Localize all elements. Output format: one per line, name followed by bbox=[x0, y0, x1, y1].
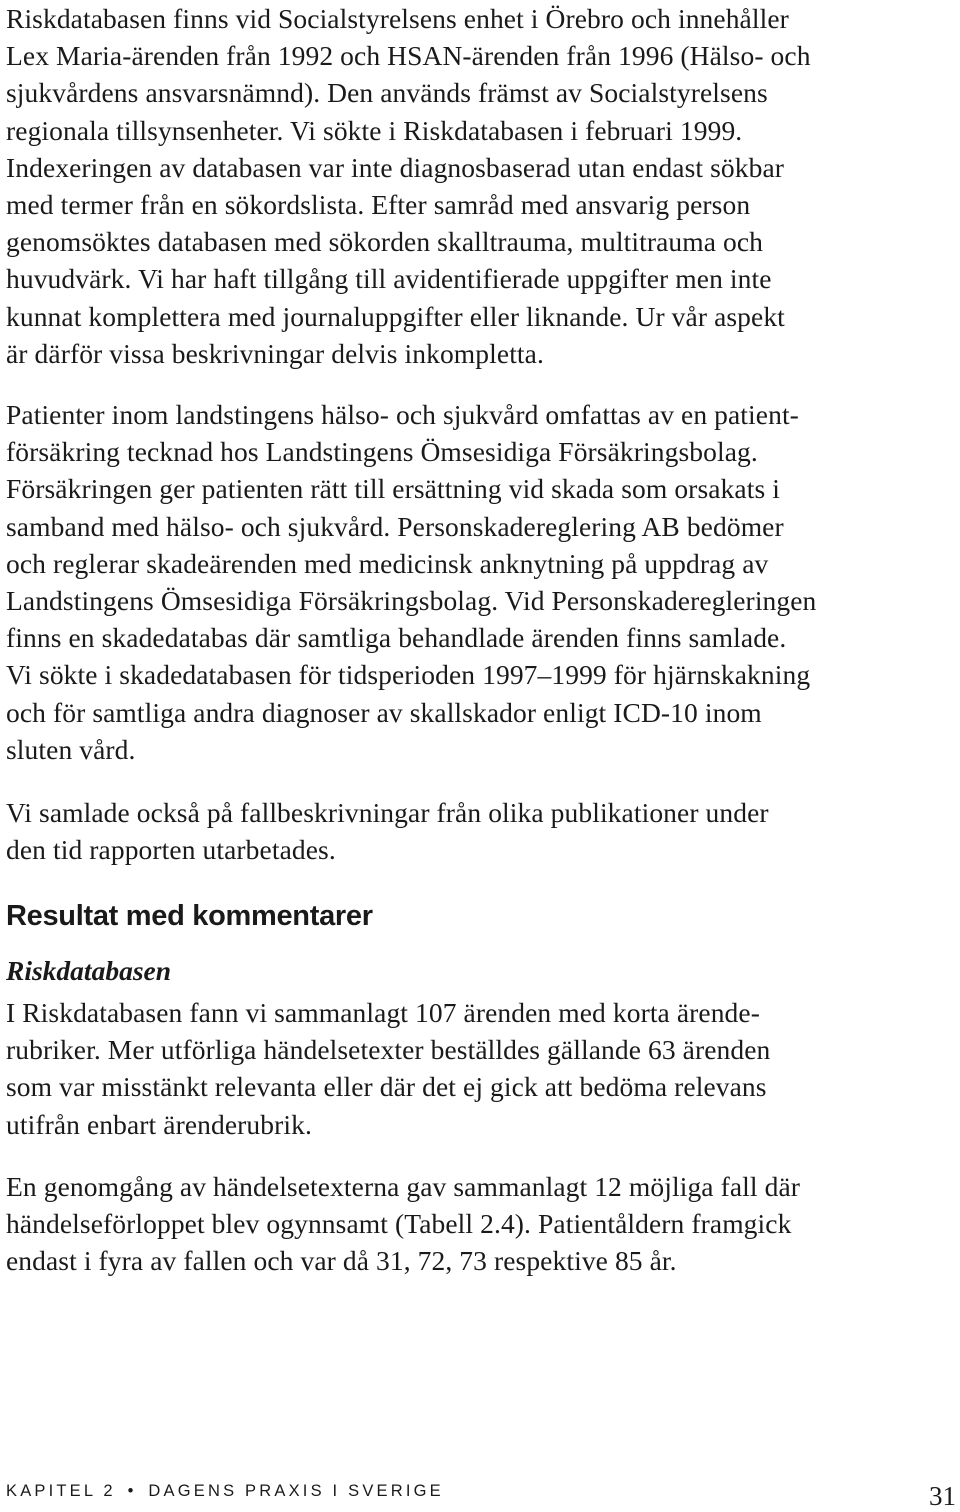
text-line: Lex Maria-ärenden från 1992 och HSAN-ärenden från 1996 (Hälso- och bbox=[6, 40, 811, 72]
text-line: I Riskdatabasen fann vi sammanlagt 107 ärenden med korta ärende- bbox=[6, 997, 760, 1028]
text-line: sluten vård. bbox=[6, 733, 136, 765]
footer-chapter: KAPITEL 2 bbox=[6, 1482, 116, 1500]
text-line: Landstingens Ömsesidiga Försäkringsbolag. Vid Personskaderegleringen bbox=[6, 585, 817, 617]
paragraph-resultat-fall bbox=[6, 1168, 800, 1280]
text-line: Indexeringen av databasen var inte diagnosbaserad utan endast sökbar bbox=[6, 151, 785, 183]
text-line: försäkring tecknad hos Landstingens Ömsesidiga Försäkringsbolag. bbox=[6, 436, 758, 468]
text-line: endast i fyra av fallen och var då 31, 72, 73 respektive 85 år. bbox=[6, 1245, 677, 1277]
footer-bullet: • bbox=[127, 1482, 137, 1500]
text-line: är därför vissa beskrivningar delvis inkompletta. bbox=[6, 337, 544, 369]
text-line: och för samtliga andra diagnoser av skallskador enligt ICD-10 inom bbox=[6, 696, 762, 728]
text-line: kunnat komplettera med journaluppgifter eller liknande. Ur vår aspekt bbox=[6, 300, 785, 332]
paragraph-fallbeskrivningar bbox=[6, 794, 769, 868]
text-line: Vi samlade också på fallbeskrivningar från olika publikationer under bbox=[6, 797, 769, 828]
running-footer bbox=[6, 1480, 444, 1502]
text-line: huvudvärk. Vi har haft tillgång till avidentifierade uppgifter men inte bbox=[6, 263, 772, 295]
text-line: med termer från en sökordslista. Efter samråd med ansvarig person bbox=[6, 189, 751, 221]
text-line: händelseförloppet blev ogynnsamt (Tabell 2.4). Patientåldern framgick bbox=[6, 1208, 792, 1240]
text-line: den tid rapporten utarbetades. bbox=[6, 834, 336, 866]
paragraph-resultat-arenden bbox=[6, 994, 770, 1143]
text-line: och reglerar skadeärenden med medicinsk anknytning på uppdrag av bbox=[6, 547, 769, 579]
text-line: som var misstänkt relevanta eller där det ej gick att bedöma relevans bbox=[6, 1071, 767, 1103]
text-line: Patienter inom landstingens hälso- och sjukvård omfattas av en patient- bbox=[6, 399, 799, 430]
text-line: Riskdatabasen finns vid Socialstyrelsens enhet i Örebro och innehåller bbox=[6, 3, 789, 34]
text-line: Vi sökte i skadedatabasen för tidsperioden 1997–1999 för hjärnskakning bbox=[6, 659, 811, 691]
section-heading: Resultat med kommentarer bbox=[6, 900, 373, 932]
paragraph-riskdatabasen-intro bbox=[6, 0, 811, 372]
paragraph-patientforsakring bbox=[6, 396, 816, 768]
text-line: samband med hälso- och sjukvård. Personskadereglering AB bedömer bbox=[6, 510, 784, 542]
footer-title: DAGENS PRAXIS I SVERIGE bbox=[148, 1482, 444, 1500]
text-line: rubriker. Mer utförliga händelsetexter beställdes gällande 63 ärenden bbox=[6, 1034, 771, 1066]
page-number: 31 bbox=[929, 1481, 956, 1511]
text-line: finns en skadedatabas där samtliga behandlade ärenden finns samlade. bbox=[6, 622, 787, 654]
section-subheading: Riskdatabasen bbox=[6, 955, 172, 986]
text-line: genomsöktes databasen med sökorden skalltrauma, multitrauma och bbox=[6, 226, 764, 258]
text-line: regionala tillsynsenheter. Vi sökte i Riskdatabasen i februari 1999. bbox=[6, 114, 743, 146]
text-line: En genomgång av händelsetexterna gav sammanlagt 12 möjliga fall där bbox=[6, 1171, 801, 1202]
text-line: utifrån enbart ärenderubrik. bbox=[6, 1108, 312, 1140]
text-line: sjukvårdens ansvarsnämnd). Den används främst av Socialstyrelsens bbox=[6, 77, 768, 109]
text-line: Försäkringen ger patienten rätt till ersättning vid skada som orsakats i bbox=[6, 473, 780, 505]
